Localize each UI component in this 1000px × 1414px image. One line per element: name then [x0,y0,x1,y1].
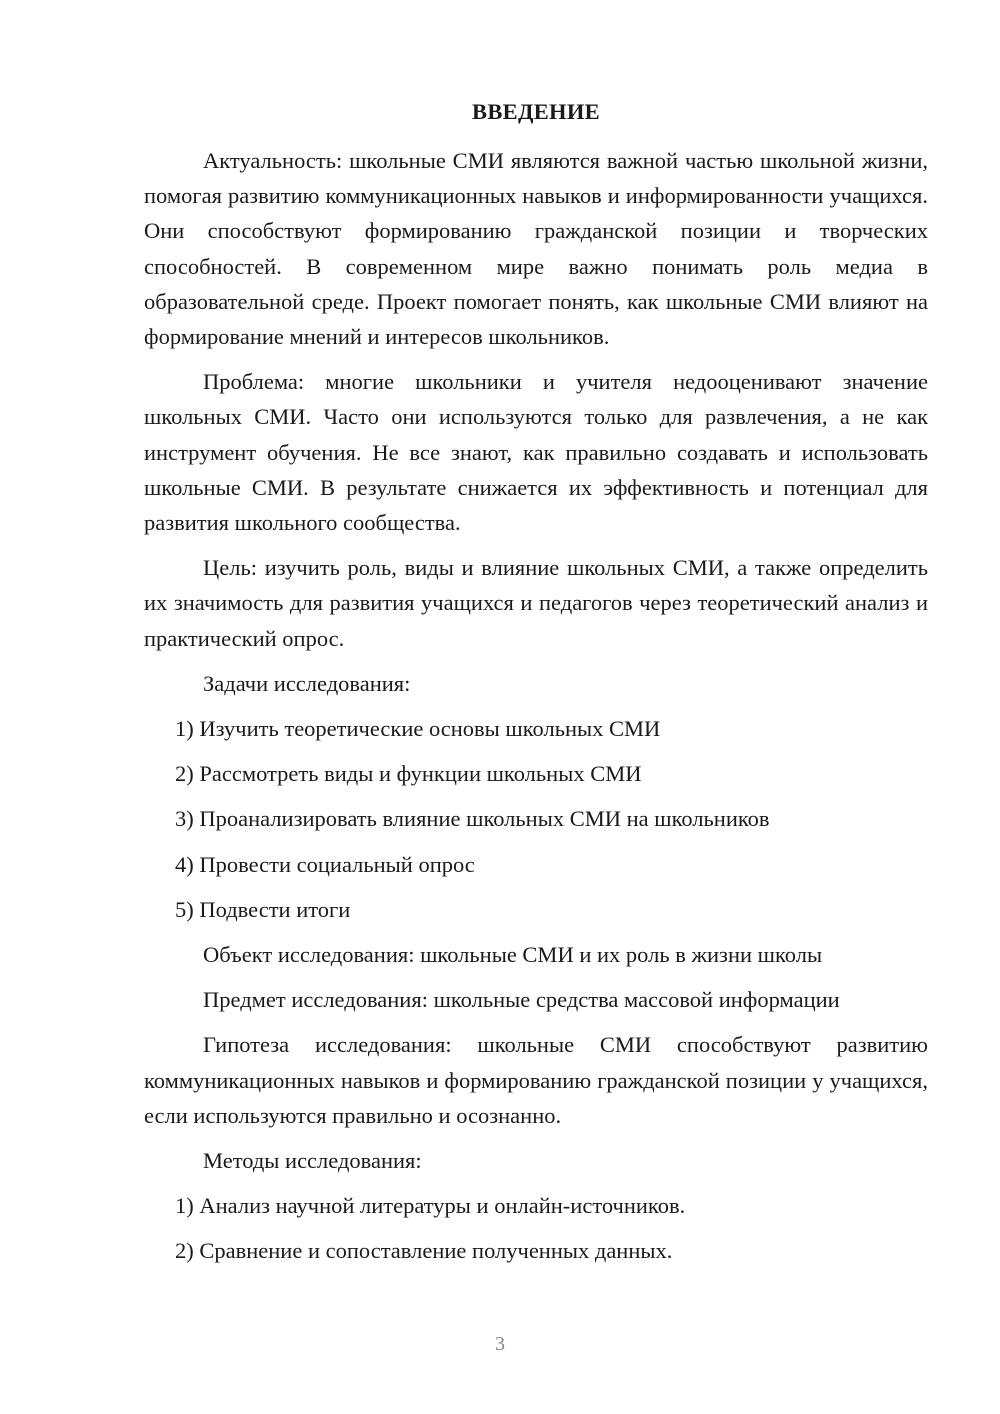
list-item: 2) Рассмотреть виды и функции школьных СМИ [175,761,642,787]
document-page [144,94,928,1279]
goal-paragraph: Цель: изучить роль, виды и влияние школьных СМИ, а также определить их значимость для развития учащихся и педагогов через теоретический анализ и практический опрос. [144,555,928,651]
tasks-heading: Задачи исследования: [203,670,411,696]
research-subject: Предмет исследования: школьные средства массовой информации [203,987,840,1013]
methods-heading: Методы исследования: [203,1148,422,1174]
list-item: 4) Провести социальный опрос [175,851,475,877]
list-item: 3) Проанализировать влияние школьных СМИ на школьников [175,806,770,832]
methods-list [144,1188,928,1268]
tasks-list [144,711,928,927]
list-item: 1) Изучить теоретические основы школьных СМИ [175,716,661,742]
list-item: 1) Анализ научной литературы и онлайн-источников. [175,1193,686,1219]
page-title: ВВЕДЕНИЕ [472,99,600,124]
hypothesis-paragraph: Гипотеза исследования: школьные СМИ способствуют развитию коммуникационных навыков и формированию гражданской позиции у учащихся, если используются правильно и осознанно. [144,1032,928,1128]
research-object: Объект исследования: школьные СМИ и их роль в жизни школы [203,942,823,968]
problem-paragraph: Проблема: многие школьники и учителя недооценивают значение школьных СМИ. Часто они используются только для развлечения, а не как инструмент обучения. Не все знают, как правильно создавать и использовать школьные СМИ. В результате снижается их эффективность и потенциал для развития школьного сообщества. [144,369,928,536]
page-number: 3 [495,1333,505,1355]
list-item: 5) Подвести итоги [175,896,351,922]
relevance-paragraph: Актуальность: школьные СМИ являются важной частью школьной жизни, помогая развитию коммуникационных навыков и информированности учащихся. Они способствуют формированию гражданской позиции и творческих способностей. В современном мире важно понимать роль медиа в образовательной среде. Проект помогает понять, как школьные СМИ влияют на формирование мнений и интересов школьников. [144,148,928,350]
list-item: 2) Сравнение и сопоставление полученных данных. [175,1238,673,1264]
